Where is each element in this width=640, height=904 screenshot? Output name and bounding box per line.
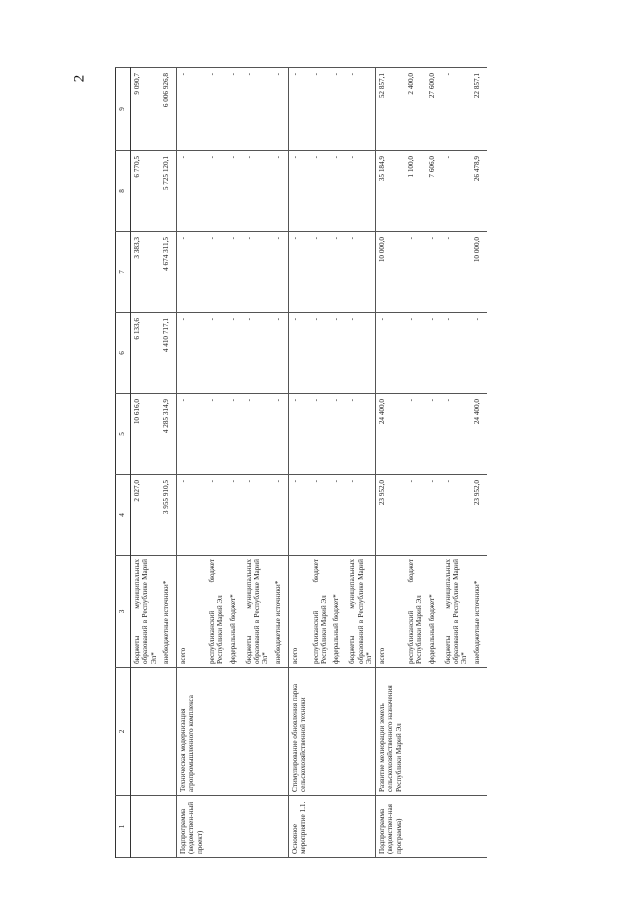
amount-cell: -	[310, 475, 331, 556]
amount-cell: -	[272, 394, 289, 475]
table-row	[131, 68, 160, 858]
header-cell: 3	[116, 556, 131, 668]
amount-cell: -	[330, 394, 346, 475]
header-cell: 8	[116, 151, 131, 232]
status-cell	[272, 796, 289, 858]
amount-cell: -	[330, 68, 346, 151]
amount-cell: -	[227, 394, 243, 475]
program-name-cell	[471, 668, 487, 796]
amount-cell: -	[310, 68, 331, 151]
table-row	[243, 68, 272, 858]
amount-cell: -	[227, 232, 243, 313]
funding-source-cell: бюджеты муниципальных образований в Республике Марий Эл*	[131, 556, 160, 668]
amount-cell: -	[330, 475, 346, 556]
amount-cell: -	[227, 313, 243, 394]
program-name-cell	[272, 668, 289, 796]
amount-cell: 6 006 926,8	[160, 68, 177, 151]
amount-cell: -	[272, 232, 289, 313]
amount-cell: -	[288, 475, 309, 556]
amount-cell: -	[405, 313, 426, 394]
table-row	[376, 68, 405, 858]
status-cell	[206, 796, 227, 858]
amount-cell: -	[272, 68, 289, 151]
amount-cell: -	[442, 151, 471, 232]
program-name-cell	[206, 668, 227, 796]
amount-cell: -	[310, 151, 331, 232]
amount-cell: -	[346, 475, 375, 556]
funding-source-cell: федеральный бюджет*	[330, 556, 346, 668]
amount-cell: 26 478,9	[471, 151, 487, 232]
amount-cell: -	[405, 475, 426, 556]
status-cell	[330, 796, 346, 858]
amount-cell: -	[243, 68, 272, 151]
amount-cell: -	[227, 475, 243, 556]
amount-cell: -	[272, 313, 289, 394]
amount-cell: -	[330, 151, 346, 232]
program-name-cell	[310, 668, 331, 796]
funding-source-cell: внебюджетные источники*	[272, 556, 289, 668]
amount-cell: -	[442, 232, 471, 313]
table-row	[405, 68, 426, 858]
amount-cell: 2 027,0	[131, 475, 160, 556]
status-cell: Подпрограмма (ведомствен-ный проект)	[177, 796, 206, 858]
amount-cell: -	[288, 394, 309, 475]
funding-source-cell: республиканский бюджет Республики Марий Эл	[206, 556, 227, 668]
funding-source-cell: федеральный бюджет*	[426, 556, 442, 668]
amount-cell: 24 400,0	[376, 394, 405, 475]
header-cell: 4	[116, 475, 131, 556]
amount-cell: 3 383,3	[131, 232, 160, 313]
funding-source-cell: внебюджетные источники*	[160, 556, 177, 668]
amount-cell: -	[206, 313, 227, 394]
status-cell	[160, 796, 177, 858]
table-row	[330, 68, 346, 858]
amount-cell: -	[243, 475, 272, 556]
amount-cell: -	[426, 394, 442, 475]
amount-cell: -	[206, 394, 227, 475]
amount-cell: 10 000,0	[471, 232, 487, 313]
amount-cell: 35 184,9	[376, 151, 405, 232]
amount-cell: -	[177, 475, 206, 556]
amount-cell: 7 606,0	[426, 151, 442, 232]
status-cell	[471, 796, 487, 858]
amount-cell: 2 400,0	[405, 68, 426, 151]
table-row	[160, 68, 177, 858]
amount-cell: 10 000,0	[376, 232, 405, 313]
status-cell	[426, 796, 442, 858]
program-name-cell	[227, 668, 243, 796]
amount-cell: -	[426, 313, 442, 394]
program-name-cell	[442, 668, 471, 796]
rotated-table-container	[115, 68, 570, 858]
amount-cell: -	[426, 232, 442, 313]
funding-source-cell: всего	[288, 556, 309, 668]
page-number: 2	[71, 74, 88, 83]
amount-cell: -	[243, 232, 272, 313]
amount-cell: -	[288, 151, 309, 232]
status-cell: Основное мероприятие 1.1.	[288, 796, 309, 858]
funding-source-cell: бюджеты муниципальных образований в Республике Марий Эл*	[243, 556, 272, 668]
amount-cell: -	[227, 151, 243, 232]
funding-source-cell: бюджеты муниципальных образований в Республике Марий Эл*	[442, 556, 471, 668]
header-cell: 7	[116, 232, 131, 313]
amount-cell: -	[310, 232, 331, 313]
amount-cell: -	[206, 475, 227, 556]
amount-cell: 6 133,6	[131, 313, 160, 394]
amount-cell: 22 857,1	[471, 68, 487, 151]
amount-cell: -	[442, 475, 471, 556]
amount-cell: 10 616,0	[131, 394, 160, 475]
amount-cell: -	[442, 313, 471, 394]
amount-cell: -	[471, 313, 487, 394]
program-name-cell: Стимулирование обновления парка сельскохозяйственной техники	[288, 668, 309, 796]
program-name-cell	[160, 668, 177, 796]
amount-cell: -	[346, 313, 375, 394]
program-name-cell	[346, 668, 375, 796]
funding-table	[115, 67, 487, 858]
amount-cell: -	[206, 68, 227, 151]
funding-source-cell: внебюджетные источники*	[471, 556, 487, 668]
status-cell	[243, 796, 272, 858]
header-cell: 6	[116, 313, 131, 394]
amount-cell: -	[310, 394, 331, 475]
table-row	[310, 68, 331, 858]
header-cell: 9	[116, 68, 131, 151]
amount-cell: -	[346, 68, 375, 151]
amount-cell: -	[272, 475, 289, 556]
program-name-cell	[426, 668, 442, 796]
amount-cell: 9 090,7	[131, 68, 160, 151]
funding-source-cell: республиканский бюджет Республики Марий Эл	[310, 556, 331, 668]
amount-cell: -	[376, 313, 405, 394]
amount-cell: -	[288, 313, 309, 394]
table-row	[471, 68, 487, 858]
table-row	[288, 68, 309, 858]
amount-cell: -	[272, 151, 289, 232]
header-row	[116, 68, 131, 858]
status-cell	[346, 796, 375, 858]
status-cell	[405, 796, 426, 858]
status-cell	[227, 796, 243, 858]
table-row	[227, 68, 243, 858]
amount-cell: 5 725 120,1	[160, 151, 177, 232]
amount-cell: 52 857,1	[376, 68, 405, 151]
amount-cell: -	[243, 313, 272, 394]
program-name-cell	[243, 668, 272, 796]
table-body	[131, 68, 488, 858]
amount-cell: -	[177, 68, 206, 151]
amount-cell: -	[426, 475, 442, 556]
amount-cell: 23 952,0	[471, 475, 487, 556]
table-row	[272, 68, 289, 858]
program-name-cell	[405, 668, 426, 796]
amount-cell: 4 285 314,9	[160, 394, 177, 475]
amount-cell: 3 955 910,5	[160, 475, 177, 556]
amount-cell: -	[177, 151, 206, 232]
table-row	[426, 68, 442, 858]
amount-cell: -	[442, 394, 471, 475]
amount-cell: -	[346, 232, 375, 313]
amount-cell: -	[243, 151, 272, 232]
amount-cell: -	[177, 313, 206, 394]
header-cell: 1	[116, 796, 131, 858]
funding-source-cell: всего	[177, 556, 206, 668]
amount-cell: 24 400,0	[471, 394, 487, 475]
status-cell	[310, 796, 331, 858]
funding-source-cell: республиканский бюджет Республики Марий Эл	[405, 556, 426, 668]
amount-cell: 4 674 311,5	[160, 232, 177, 313]
status-cell	[442, 796, 471, 858]
amount-cell: -	[310, 313, 331, 394]
table-row	[206, 68, 227, 858]
amount-cell: -	[346, 394, 375, 475]
program-name-cell	[330, 668, 346, 796]
amount-cell: -	[405, 232, 426, 313]
table-row	[177, 68, 206, 858]
amount-cell: -	[177, 394, 206, 475]
header-cell: 2	[116, 668, 131, 796]
program-name-cell: Развитие мелиорации земель сельскохозяйственного назначения Республики Марий Эл	[376, 668, 405, 796]
amount-cell: 23 952,0	[376, 475, 405, 556]
funding-source-cell: федеральный бюджет*	[227, 556, 243, 668]
header-cell: 5	[116, 394, 131, 475]
amount-cell: -	[206, 151, 227, 232]
amount-cell: -	[330, 313, 346, 394]
status-cell	[131, 796, 160, 858]
amount-cell: -	[346, 151, 375, 232]
amount-cell: -	[405, 394, 426, 475]
amount-cell: -	[330, 232, 346, 313]
status-cell: Подпрограмма (ведомствен-ная программа)	[376, 796, 405, 858]
amount-cell: -	[206, 232, 227, 313]
program-name-cell	[131, 668, 160, 796]
amount-cell: 6 770,5	[131, 151, 160, 232]
amount-cell: -	[227, 68, 243, 151]
amount-cell: 27 600,0	[426, 68, 442, 151]
amount-cell: -	[442, 68, 471, 151]
funding-source-cell: всего	[376, 556, 405, 668]
amount-cell: -	[288, 232, 309, 313]
table-row	[346, 68, 375, 858]
amount-cell: -	[177, 232, 206, 313]
amount-cell: -	[288, 68, 309, 151]
amount-cell: -	[243, 394, 272, 475]
table-row	[442, 68, 471, 858]
program-name-cell: Техническая модернизация агропромышленного комплекса	[177, 668, 206, 796]
amount-cell: 1 100,0	[405, 151, 426, 232]
amount-cell: 4 410 717,1	[160, 313, 177, 394]
funding-source-cell: бюджеты муниципальных образований в Республике Марий Эл*	[346, 556, 375, 668]
